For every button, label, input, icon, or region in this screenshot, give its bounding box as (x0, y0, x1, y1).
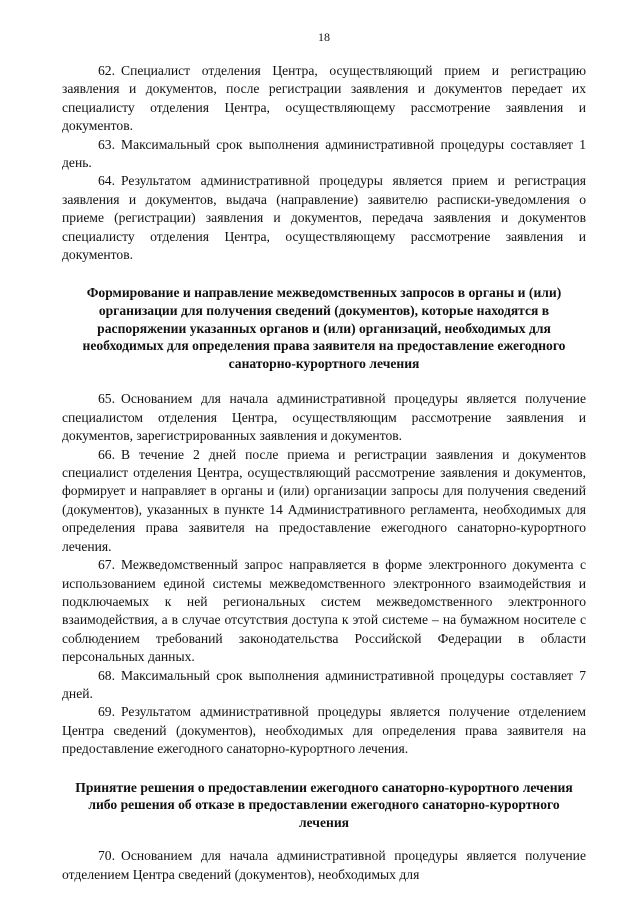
paragraph-number: 64. (98, 173, 115, 189)
paragraph-70 (62, 847, 586, 884)
paragraph-64 (62, 172, 586, 264)
paragraph-66 (62, 446, 586, 556)
paragraph-63 (62, 136, 586, 173)
paragraph-text: Результатом административной процедуры является прием и регистрация заявления и документов, выдача (направление) заявителю расписки-уведомления о приеме (регистрации) заявления и документов, передача заявления и документов специалисту отделения Центра, осуществляющему рассмотрение заявления и документов. (62, 173, 586, 263)
paragraph-67 (62, 556, 586, 666)
paragraph-number: 68. (98, 667, 115, 683)
paragraph-text: Специалист отделения Центра, осуществляющий прием и регистрацию заявления и документов, после регистрации заявления и документов передает их специалисту отделения Центра, осуществляющему рассмотрение заявления и документов. (62, 63, 586, 134)
paragraph-group-bottom (62, 847, 586, 884)
paragraph-text: Максимальный срок выполнения административной процедуры составляет 1 день. (62, 136, 586, 171)
paragraph-group-top (62, 62, 586, 264)
document-page (62, 30, 586, 884)
page-number: 18 (318, 30, 330, 44)
paragraph-text: Результатом административной процедуры является получение отделением Центра сведений (документов), необходимых для определения права заявителя на предоставление ежегодного санаторно-курортного лечения. (62, 704, 586, 757)
paragraph-number: 62. (98, 63, 115, 78)
paragraph-number: 66. (98, 446, 115, 462)
section-heading-decision: Принятие решения о предоставлении ежегодного санаторно-курортного лечения либо решения об отказе в предоставлении ежегодного санаторно-курортного лечения (75, 779, 573, 830)
paragraph-group-middle (62, 390, 586, 758)
paragraph-number: 63. (98, 136, 115, 152)
paragraph-text: Максимальный срок выполнения административной процедуры составляет 7 дней. (62, 667, 586, 701)
paragraph-number: 69. (98, 704, 115, 720)
paragraph-text: Основанием для начала административной процедуры является получение отделением Центра сведений (документов), необходимых для (62, 848, 586, 882)
paragraph-69 (62, 703, 586, 758)
paragraph-68 (62, 667, 586, 704)
paragraph-65 (62, 390, 586, 445)
paragraph-62 (62, 62, 586, 136)
paragraph-number: 67. (98, 557, 115, 573)
paragraph-text: Основанием для начала административной процедуры является получение специалистом отделения Центра, осуществляющим рассмотрение заявления и документов, зарегистрированных заявления и документов. (62, 391, 586, 444)
paragraph-text: В течение 2 дней после приема и регистрации заявления и документов специалист отделения Центра, осуществляющий рассмотрение заявления и документов, формирует и направляет в органы и (или) организации запросы для получения сведений (документов), указанных в пункте 14 Административного регламента, необходимых для определения права заявителя на предоставление ежегодного санаторно-курортного лечения. (62, 446, 586, 554)
paragraph-number: 65. (98, 391, 115, 407)
paragraph-number: 70. (98, 848, 115, 864)
section-heading-interagency-requests: Формирование и направление межведомственных запросов в органы и (или) организации для получения сведений (документов), которые находятся в распоряжении указанных органов и (или) организаций, необходимых для необходимых для определения права заявителя на предоставление ежегодного санаторно-курортного лечения (82, 285, 566, 371)
paragraph-text: Межведомственный запрос направляется в форме электронного документа с использованием единой системы межведомственного электронного взаимодействия и подключаемых к ней региональных систем межведомственного электронного взаимодействия, а в случае отсутствия доступа к этой системе – на бумажном носителе с соблюдением требований законодательства Российской Федерации в области персональных данных. (62, 557, 586, 665)
